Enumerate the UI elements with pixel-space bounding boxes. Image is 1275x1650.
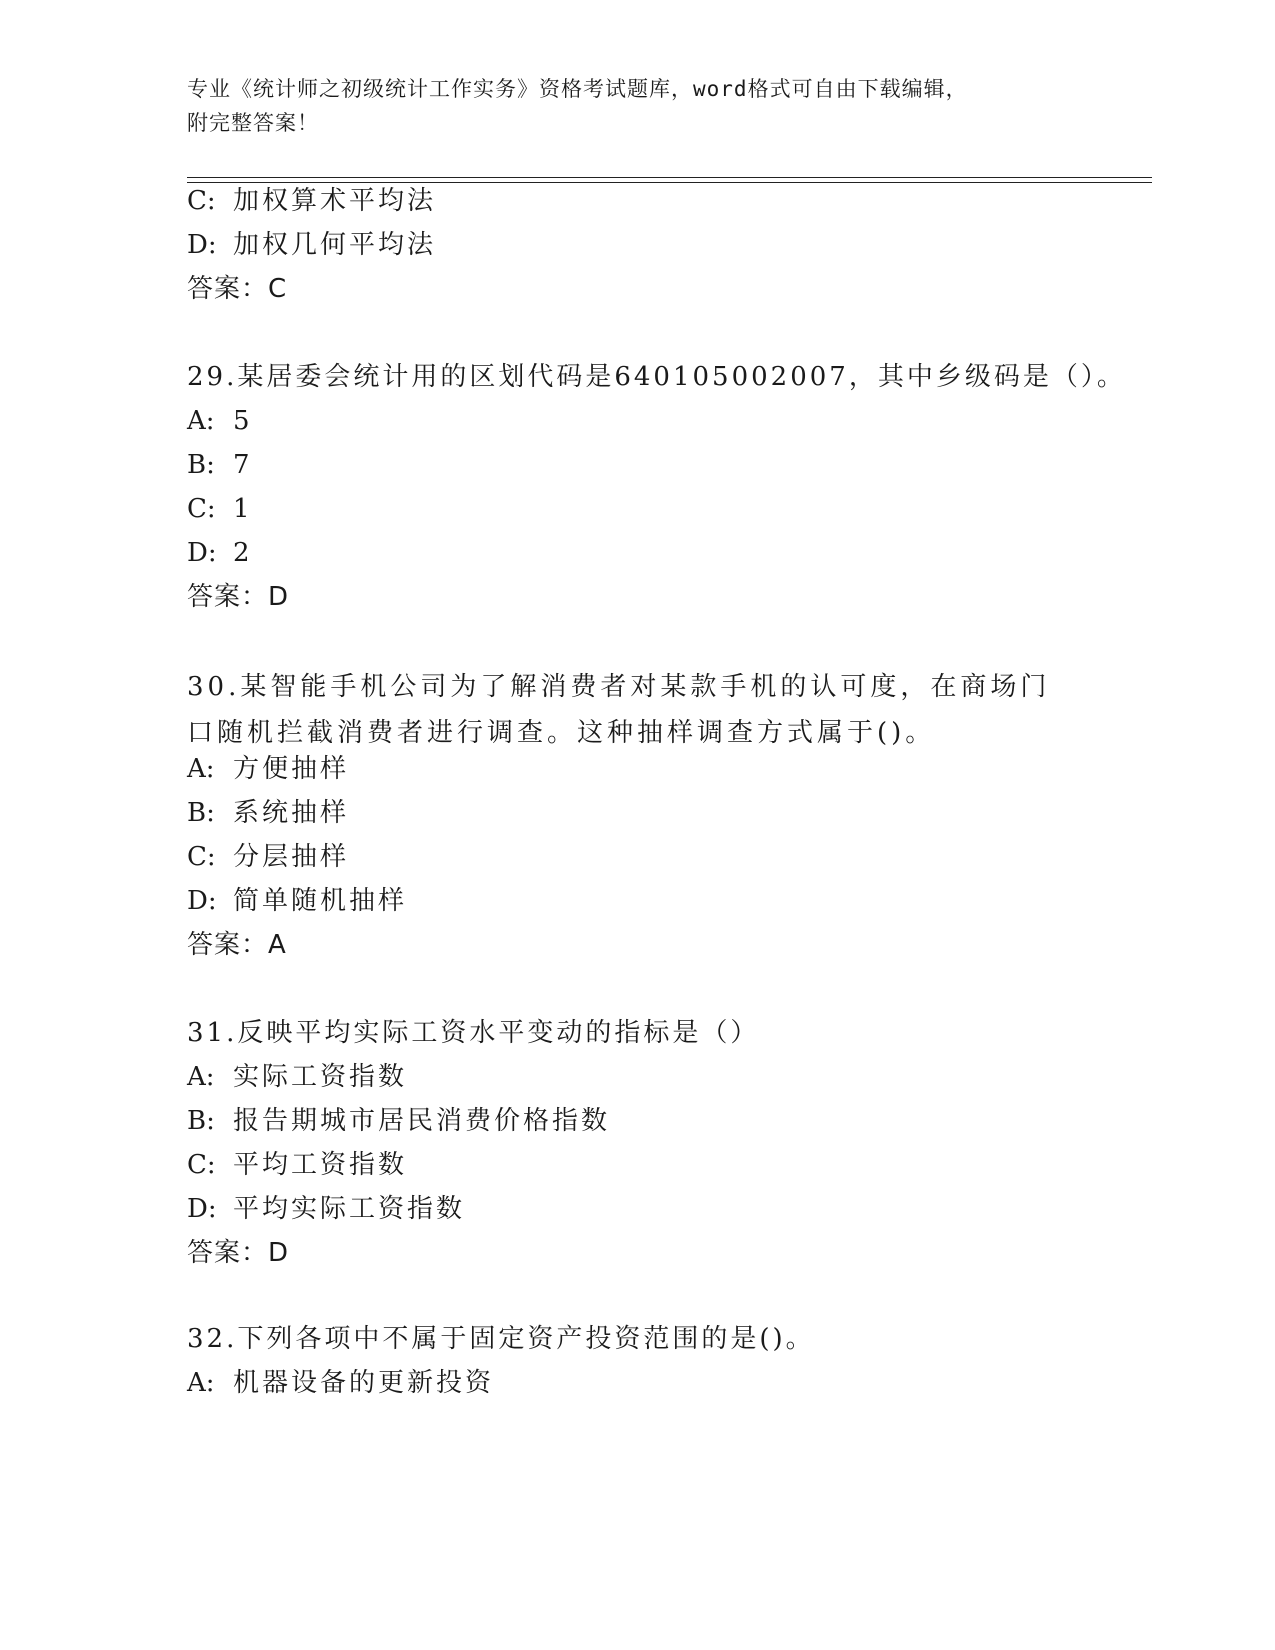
option-a (187, 752, 349, 786)
option-text: 2 (233, 538, 253, 568)
option-d (187, 1192, 465, 1226)
answer-line: 答案：A (187, 930, 287, 960)
option-letter: C: (187, 186, 216, 216)
option-d (187, 536, 253, 570)
question-stem: 32.下列各项中不属于固定资产投资范围的是()。 (187, 1324, 815, 1354)
option-text: 实际工资指数 (233, 1062, 408, 1092)
option-text: 简单随机抽样 (233, 886, 408, 916)
option-c (187, 1148, 407, 1182)
question-stem: 30.某智能手机公司为了解消费者对某款手机的认可度，在商场门口随机拦截消费者进行调查。这种抽样调查方式属于()。 (187, 672, 1051, 748)
option-text: 平均工资指数 (233, 1150, 408, 1180)
option-text: 1 (233, 494, 253, 524)
option-letter: D: (187, 1194, 217, 1224)
option-a (187, 1060, 407, 1094)
option-text: 机器设备的更新投资 (233, 1368, 495, 1398)
option-text: 报告期城市居民消费价格指数 (233, 1106, 611, 1136)
option-letter: B: (187, 1106, 215, 1136)
option-letter: C: (187, 842, 216, 872)
option-text: 平均实际工资指数 (233, 1194, 466, 1224)
option-text: 加权几何平均法 (233, 230, 437, 260)
option-text: 方便抽样 (233, 754, 350, 784)
option-a (187, 404, 253, 438)
header-line-2: 附完整答案！ (187, 111, 319, 135)
question-stem: 31.反映平均实际工资水平变动的指标是（） (187, 1018, 760, 1048)
answer-line: 答案：D (187, 582, 290, 612)
option-b (187, 796, 349, 830)
option-letter: C: (187, 1150, 216, 1180)
option-b (187, 448, 253, 482)
answer-line: 答案：C (187, 274, 288, 304)
option-letter: B: (187, 450, 215, 480)
option-text: 5 (233, 406, 253, 436)
option-text: 7 (233, 450, 253, 480)
option-letter: C: (187, 494, 216, 524)
option-letter: A: (187, 1062, 215, 1092)
option-letter: B: (187, 798, 215, 828)
option-letter: D: (187, 538, 217, 568)
page-header (187, 72, 1087, 140)
question-stem: 29.某居委会统计用的区划代码是640105002007，其中乡级码是（）。 (187, 362, 1126, 392)
option-text: 分层抽样 (233, 842, 350, 872)
option-letter: D: (187, 230, 217, 260)
option-letter: A: (187, 406, 215, 436)
option-d (187, 228, 436, 262)
header-line-1: 专业《统计师之初级统计工作实务》资格考试题库，word格式可自由下载编辑， (187, 77, 968, 101)
option-letter: A: (187, 754, 215, 784)
option-c (187, 492, 253, 526)
option-letter: A: (187, 1368, 215, 1398)
option-a (187, 1366, 494, 1400)
option-letter: D: (187, 886, 217, 916)
header-divider (187, 177, 1152, 183)
option-d (187, 884, 407, 918)
option-c (187, 840, 349, 874)
option-text: 加权算术平均法 (233, 186, 437, 216)
option-c (187, 184, 436, 218)
option-b (187, 1104, 610, 1138)
answer-line: 答案：D (187, 1238, 290, 1268)
option-text: 系统抽样 (233, 798, 350, 828)
